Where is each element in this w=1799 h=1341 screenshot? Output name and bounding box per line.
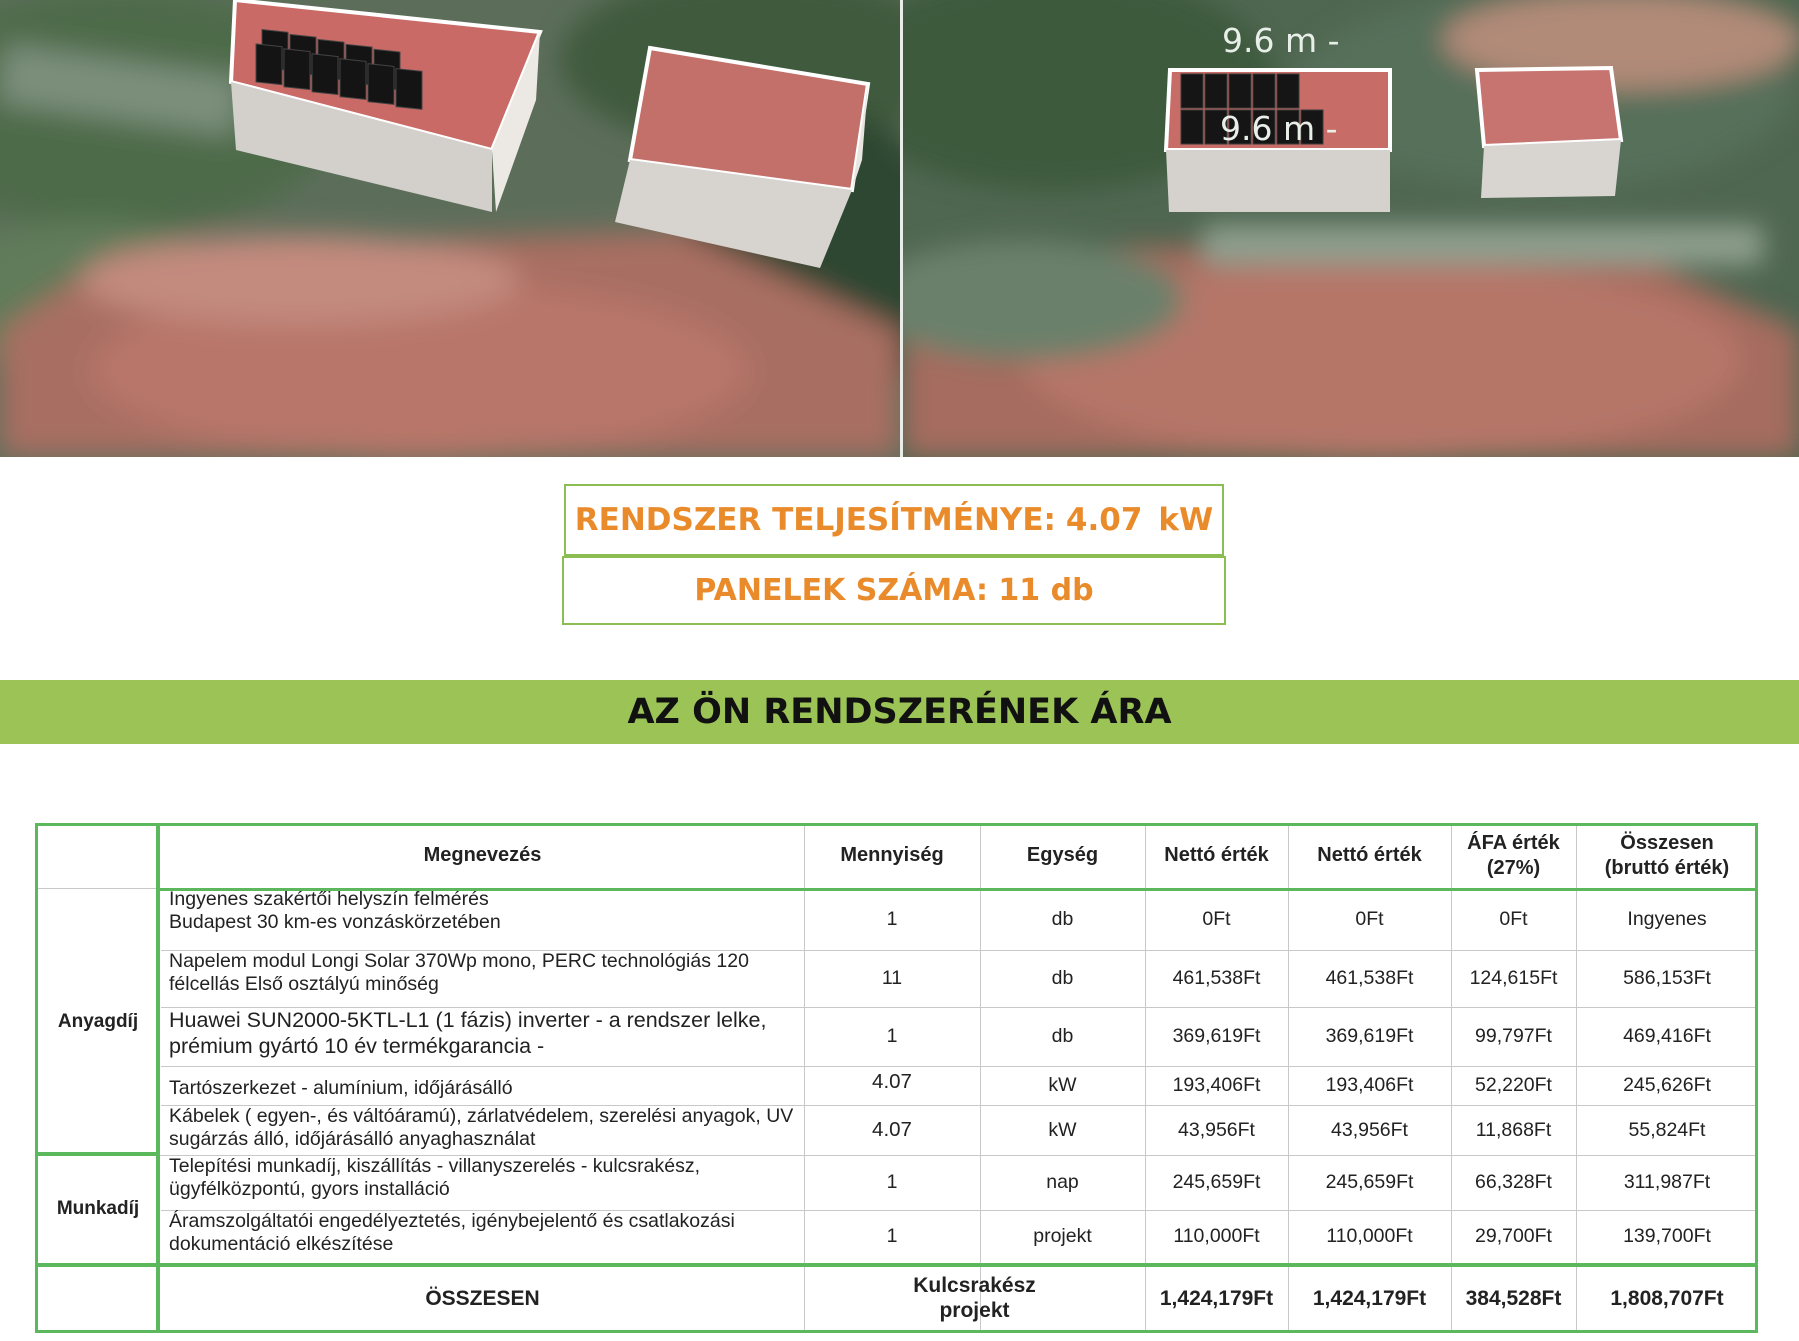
row-net-1: 245,659Ft <box>1172 1171 1261 1193</box>
row-quantity: 4.07 <box>872 1070 912 1093</box>
row-name-line1: Telepítési munkadíj, kiszállítás - villanyszerelés - kulcsrakész, <box>169 1155 701 1177</box>
row-vat: 52,220Ft <box>1475 1074 1552 1096</box>
row-quantity: 1 <box>886 1171 898 1193</box>
row-vat: 11,868Ft <box>1475 1118 1552 1141</box>
header-name: Megnevezés <box>423 844 542 866</box>
row-net-2: 110,000Ft <box>1326 1225 1413 1247</box>
row-net-1: 43,956Ft <box>1178 1118 1255 1141</box>
header-vat-line1: ÁFA érték <box>1467 831 1560 854</box>
system-power-label: RENDSZER TELJESÍTMÉNYE: <box>574 502 1056 538</box>
row-net-2: 245,659Ft <box>1325 1171 1414 1193</box>
row-name-line1: Ingyenes szakértői helyszín felmérés <box>169 888 489 910</box>
row-vat: 99,797Ft <box>1475 1025 1552 1047</box>
row-gross: 586,153Ft <box>1623 967 1711 989</box>
system-power-box <box>564 484 1224 556</box>
header-quantity: Mennyiség <box>840 844 944 866</box>
price-banner-title: AZ ÖN RENDSZERÉNEK ÁRA <box>627 692 1172 732</box>
row-unit: db <box>1051 1025 1074 1047</box>
row-name-line2: sugárzás álló, időjárásálló anyaghasználat <box>169 1128 536 1150</box>
total-gross: 1,808,707Ft <box>1610 1286 1724 1310</box>
table-row-name <box>161 950 804 1007</box>
row-quantity: 11 <box>881 967 903 989</box>
row-name-line1: Kábelek ( egyen-, és váltóáramú), zárlatvédelem, szerelési anyagok, UV <box>169 1105 794 1127</box>
price-banner <box>0 680 1799 744</box>
row-gross: 311,987Ft <box>1623 1171 1711 1193</box>
row-name-line2: félcellás Első osztályú minőség <box>169 973 439 995</box>
row-unit: nap <box>1046 1171 1079 1193</box>
total-label: ÖSSZESEN <box>425 1286 540 1310</box>
row-quantity: 1 <box>886 1025 898 1047</box>
row-net-1: 461,538Ft <box>1172 967 1261 989</box>
row-net-2: 461,538Ft <box>1325 967 1414 989</box>
row-vat: 124,615Ft <box>1469 967 1558 989</box>
row-name-line2: dokumentáció elkészítése <box>169 1233 394 1255</box>
header-net-value-2: Nettó érték <box>1317 844 1422 866</box>
total-type <box>804 1263 1145 1333</box>
total-type-line1: Kulcsrakész <box>913 1274 1036 1297</box>
row-net-1: 369,619Ft <box>1172 1025 1261 1047</box>
row-net-2: 0Ft <box>1355 907 1384 930</box>
row-gross: Ingyenes <box>1627 907 1707 930</box>
group-labor: Munkadíj <box>56 1198 140 1219</box>
price-table <box>35 823 1758 1333</box>
row-net-2: 193,406Ft <box>1325 1074 1414 1096</box>
header-unit: Egység <box>1026 844 1099 866</box>
row-quantity: 1 <box>886 1225 898 1247</box>
total-net-1: 1,424,179Ft <box>1159 1286 1274 1310</box>
total-type-line2: projekt <box>939 1299 1010 1322</box>
group-material: Anyagdíj <box>57 1010 139 1032</box>
panel-count-text: PANELEK SZÁMA: 11 db <box>694 573 1094 608</box>
row-quantity: 1 <box>886 907 898 930</box>
table-row-name: Tartószerkezet - alumínium, időjárásálló <box>169 1077 513 1099</box>
row-net-1: 0Ft <box>1202 907 1231 930</box>
header-vat-line2: (27%) <box>1486 856 1541 879</box>
system-power-unit: kW <box>1158 502 1214 538</box>
row-vat: 29,700Ft <box>1475 1225 1552 1247</box>
header-vat <box>1451 823 1576 888</box>
table-row-name <box>161 1105 804 1155</box>
row-name-line1: Napelem modul Longi Solar 370Wp mono, PERC technológiás 120 <box>169 950 749 972</box>
header-gross-line1: Összesen <box>1620 831 1714 854</box>
row-name-line1: Áramszolgáltatói engedélyeztetés, igénybejelentő és csatlakozási <box>169 1210 735 1232</box>
row-vat: 0Ft <box>1499 907 1528 930</box>
measure-label-top: 9.6 m - <box>1222 21 1340 60</box>
row-gross: 55,824Ft <box>1628 1118 1706 1141</box>
header-net-value-1: Nettó érték <box>1164 844 1269 866</box>
row-net-2: 369,619Ft <box>1325 1025 1414 1047</box>
header-gross <box>1576 823 1758 888</box>
row-net-1: 110,000Ft <box>1173 1225 1260 1247</box>
row-unit: kW <box>1048 1118 1077 1141</box>
row-gross: 245,626Ft <box>1623 1074 1711 1096</box>
aerial-right-canvas <box>903 0 1799 457</box>
row-gross: 469,416Ft <box>1623 1025 1711 1047</box>
row-name-line2: ügyfélközpontú, gyors installáció <box>169 1178 450 1200</box>
row-vat: 66,328Ft <box>1475 1171 1552 1193</box>
row-net-2: 43,956Ft <box>1331 1118 1408 1141</box>
panel-count-box <box>562 556 1226 625</box>
aerial-image-left <box>0 0 900 457</box>
aerial-left-canvas <box>0 0 900 457</box>
row-gross: 139,700Ft <box>1623 1225 1711 1247</box>
table-row-name <box>161 1007 804 1066</box>
table-row-name <box>161 1155 804 1210</box>
row-quantity: 4.07 <box>872 1118 912 1141</box>
total-net-2: 1,424,179Ft <box>1312 1286 1427 1310</box>
aerial-image-right <box>903 0 1799 457</box>
total-vat: 384,528Ft <box>1465 1286 1562 1310</box>
row-unit: db <box>1051 907 1074 930</box>
table-row-name <box>161 888 804 950</box>
row-unit: projekt <box>1033 1225 1092 1247</box>
row-name-line2: Budapest 30 km-es vonzáskörzetében <box>169 911 501 933</box>
table-row-name <box>161 1210 804 1263</box>
measure-label-bottom: 9.6 m - <box>1220 109 1338 148</box>
row-name-line1: Huawei SUN2000-5KTL-L1 (1 fázis) inverter - a rendszer lelke, <box>169 1008 767 1032</box>
row-unit: db <box>1051 967 1074 989</box>
row-name-line2: prémium gyártó 10 év termékgarancia - <box>169 1034 545 1058</box>
row-net-1: 193,406Ft <box>1172 1074 1261 1096</box>
system-power-value: 4.07 <box>1065 502 1143 538</box>
header-gross-line2: (bruttó érték) <box>1604 856 1730 879</box>
row-unit: kW <box>1048 1074 1077 1096</box>
